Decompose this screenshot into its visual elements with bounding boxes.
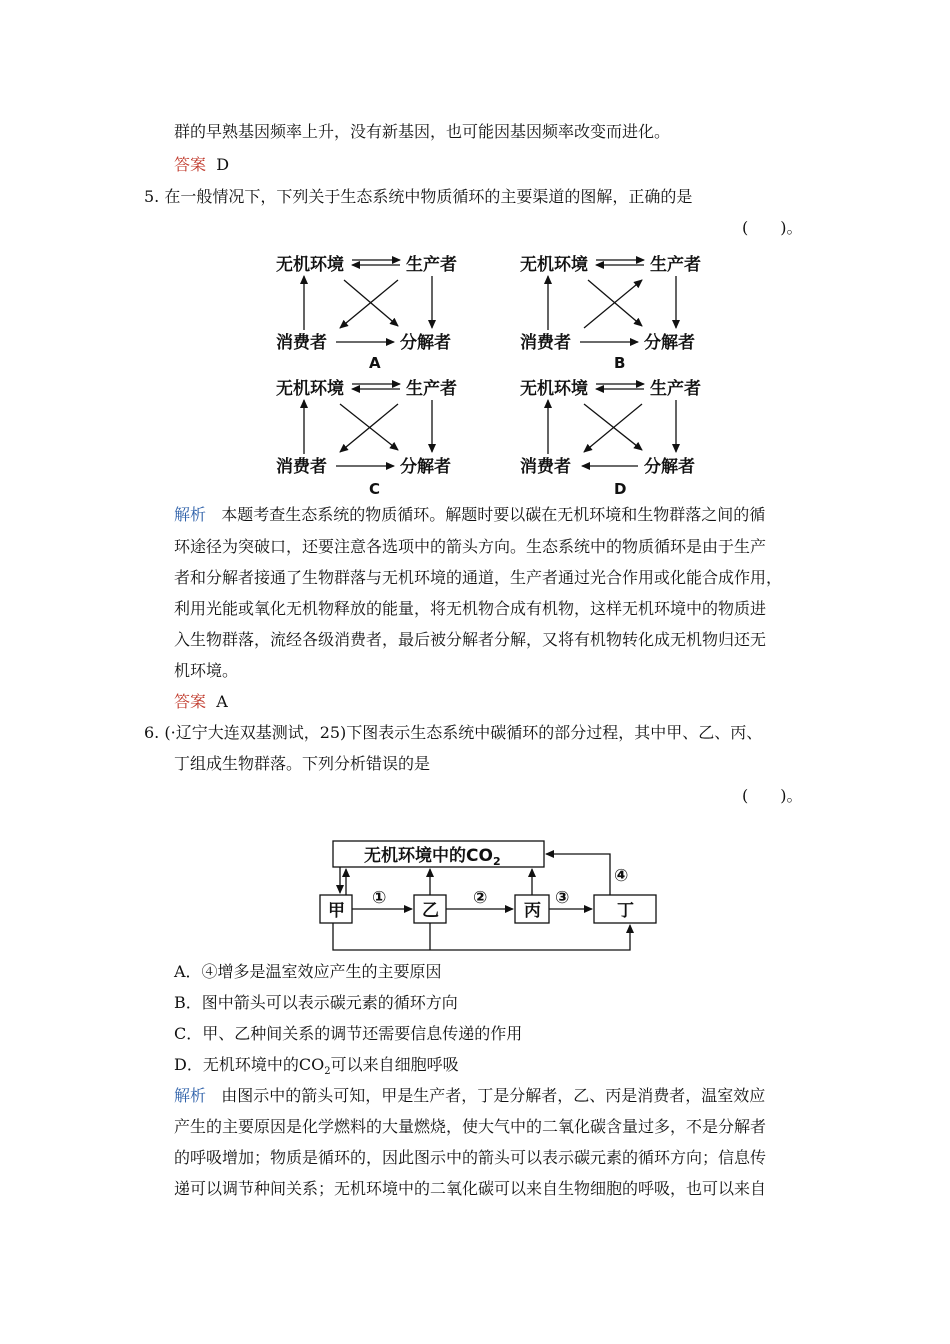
q5-diagram-b: [520, 254, 701, 372]
q6-carbon-cycle-diagram: [320, 841, 656, 950]
q5-answer-bracket: ( )。: [742, 218, 803, 237]
label-bing: 丙: [524, 901, 541, 921]
node-decomposer: 分解者: [400, 457, 451, 477]
answer-label: 答案: [174, 692, 207, 711]
q6-option-d: D．无机环境中的$CO_2$可以来自细胞呼吸: [174, 1055, 459, 1078]
q6-number: 6.: [144, 723, 160, 742]
q6-option-a: A．④增多是温室效应产生的主要原因: [174, 962, 442, 981]
node-inorganic-env: 无机环境: [276, 379, 344, 399]
q6-explain-line-2: 产生的主要原因是化学燃料的大量燃烧，使大气中的二氧化碳含量过多，不是分解者: [174, 1117, 767, 1136]
q6-explain-line-1: 解析 由图示中的箭头可知，甲是生产者，丁是分解者，乙、丙是消费者，温室效应: [174, 1086, 766, 1105]
node-consumer: 消费者: [276, 457, 327, 477]
label-jia: 甲: [328, 901, 345, 921]
label-yi: 乙: [422, 901, 439, 921]
node-producer: 生产者: [650, 379, 701, 399]
q6-option-b: B．图中箭头可以表示碳元素的循环方向: [174, 993, 458, 1012]
q5-diagram-d: [520, 378, 701, 498]
node-decomposer: 分解者: [644, 457, 695, 477]
q4-tail-text: 群的早熟基因频率上升，没有新基因，也可能因基因频率改变而进化。: [174, 122, 671, 141]
q6-stem-line-1: 6. (·辽宁大连双基测试，25)下图表示生态系统中碳循环的部分过程，其中甲、乙、丙、: [144, 723, 763, 742]
q6-explain-line-4: 递可以调节种间关系；无机环境中的二氧化碳可以来自生物细胞的呼吸，也可以来自: [174, 1179, 767, 1198]
node-producer: 生产者: [406, 379, 457, 399]
q5-diagram-c: [276, 378, 457, 498]
option-label-b: B: [614, 354, 626, 372]
q5-stem-text: 在一般情况下，下列关于生态系统中物质循环的主要渠道的图解，正确的是: [164, 187, 693, 206]
q5-explain-line-1: 解析 本题考查生态系统的物质循环。解题时要以碳在无机环境和生物群落之间的循: [174, 505, 766, 524]
option-label-c: C: [369, 480, 381, 498]
q6-answer-bracket: ( )。: [742, 786, 803, 805]
arrow-label-1: ①: [372, 888, 387, 908]
explain-label: 解析: [174, 1086, 207, 1105]
node-consumer: 消费者: [520, 333, 571, 353]
q6-stem-line-2: 丁组成生物群落。下列分析错误的是: [174, 754, 431, 773]
node-consumer: 消费者: [276, 333, 327, 353]
q5-diagram-a: [276, 254, 457, 372]
label-ding: 丁: [617, 901, 634, 921]
node-inorganic-env: 无机环境: [520, 379, 588, 399]
node-decomposer: 分解者: [644, 333, 695, 353]
q6-option-c: C．甲、乙种间关系的调节还需要信息传递的作用: [174, 1024, 523, 1043]
explain-label: 解析: [174, 505, 207, 524]
node-producer: 生产者: [406, 255, 457, 275]
q5-explain-line-4: 利用光能或氧化无机物释放的能量，将无机物合成有机物，这样无机环境中的物质进: [174, 599, 767, 618]
q5-explain-line-5: 入生物群落，流经各级消费者，最后被分解者分解，又将有机物转化成无机物归还无: [174, 630, 767, 649]
answer-value: A: [216, 692, 228, 711]
option-label-a: A: [369, 354, 381, 372]
node-consumer: 消费者: [520, 457, 571, 477]
option-label-d: D: [614, 480, 627, 498]
answer-label: 答案: [174, 155, 207, 174]
q5-explain-line-2: 环途径为突破口，还要注意各选项中的箭头方向。生态系统中的物质循环是由于生产: [174, 537, 767, 556]
arrow-label-4: ④: [614, 866, 629, 886]
node-inorganic-env: 无机环境: [520, 255, 588, 275]
arrow-label-3: ③: [555, 888, 570, 908]
co2-label: 无机环境中的$CO_2$: [364, 846, 501, 868]
q5-number: 5.: [144, 187, 160, 206]
q5-explain-line-3: 者和分解者接通了生物群落与无机环境的通道，生产者通过光合作用或化能合成作用，: [174, 568, 783, 587]
q6-explain-line-3: 的呼吸增加；物质是循环的，因此图示中的箭头可以表示碳元素的循环方向；信息传: [174, 1148, 767, 1167]
q5-answer: [174, 692, 228, 712]
q5-explain-line-6: 机环境。: [174, 661, 239, 680]
node-decomposer: 分解者: [400, 333, 451, 353]
node-producer: 生产者: [650, 255, 701, 275]
arrow-label-2: ②: [473, 888, 488, 908]
node-inorganic-env: 无机环境: [276, 255, 344, 275]
answer-value: D: [216, 155, 230, 174]
